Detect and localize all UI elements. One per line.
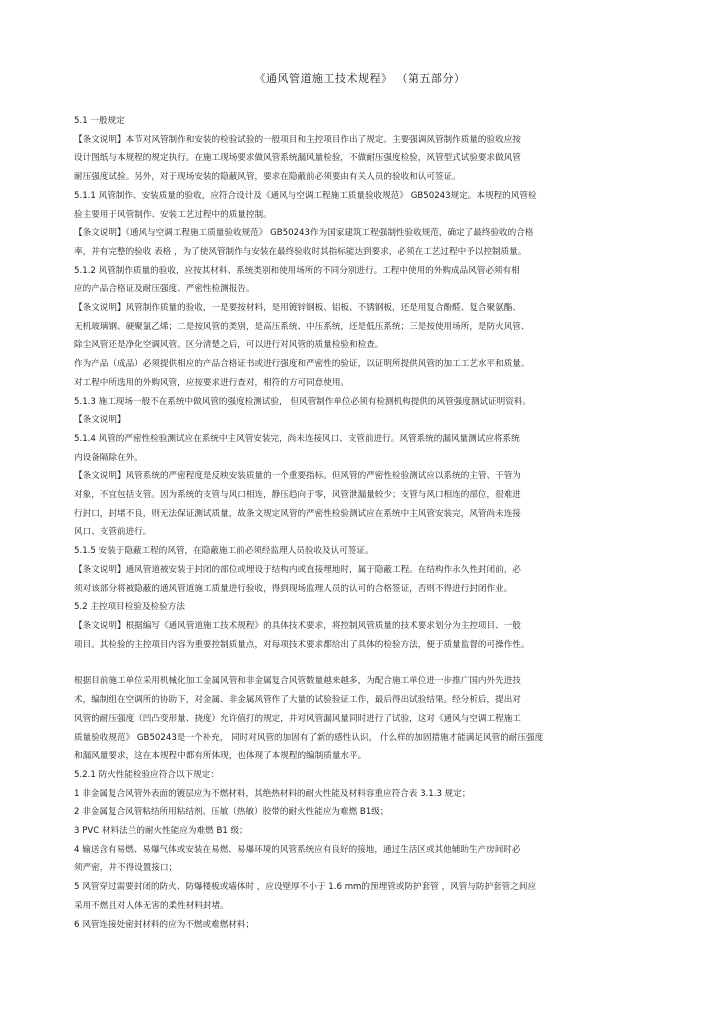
section-5-2-block (74, 672, 676, 934)
text-line: 5.1.4 风管的严密性检验测试应在系统中主风管安装完，尚未连接风口、支管前进行。风管系统的漏风量测试应将系统 (74, 433, 520, 444)
text-line: 术，编制组在空调所的协助下，对金属、非金属风管作了大量的试验验证工作，最后得出试验结果。经分析后，提出对 (74, 695, 521, 706)
document-title: 《通风管道施工技术规程》 （第五部分） (254, 72, 466, 85)
text-line: 5.2.1 防火性能检验应符合以下规定： (74, 769, 219, 780)
text-line: 【条文说明】通风管道被安装于封闭的部位或埋设于结构内或直接埋地时，属于隐蔽工程。在结构作永久性封闭前，必 (74, 564, 521, 575)
paragraph-gap (74, 654, 676, 672)
text-line: 2 非金属复合风管粘结所用粘结剂、压敏（热敏）胶带的耐火性能应为难燃 B1级； (74, 807, 389, 818)
text-line: 无机玻璃钢、硬聚氯乙烯；二是按风管的类别，是高压系统、中压系统，还是低压系统；三是按使用场所，是防火风管、 (74, 321, 530, 332)
text-line: 【条文说明】风管制作质量的验收，一是要按材料，是用镀锌钢板、铝板、不锈钢板，还是用复合酚醛、复合聚氨酯、 (74, 303, 521, 314)
text-line: 3 PVC 材料法兰的耐火性能应为难燃 B1 级； (74, 826, 248, 837)
text-line: 应的产品合格证及耐压强度、严密性检测报告。 (74, 284, 255, 295)
section-5-1-block (74, 112, 676, 654)
text-line: 和漏风量要求，这在本规程中都有所体现，也体现了本规程的编制质量水平。 (74, 751, 367, 762)
text-line: 耐压强度试验。另外，对于现场安装的隐蔽风管，要求在隐蔽前必须要由有关人员的验收和认可签证。 (74, 172, 461, 183)
text-line: 【条文说明】根据编写《通风管道施工技术规程》的具体技术要求，将控制风管质量的技术要求划分为主控项目、一般 (74, 620, 521, 631)
text-line: 行封口，封堵不良，则无法保证测试质量，故条文规定风管的严密性检验测试应在系统中主风管安装完，风管尚未连接 (74, 508, 521, 519)
text-line: 【条文说明】本节对风管制作和安装的检验试验的一般项目和主控项目作出了规定。主要强调风管制作质量的验收应按 (74, 134, 521, 145)
text-line: 验主要用于风管制作、安装工艺过程中的质量控制。 (74, 209, 272, 220)
text-line: 【条文说明】 (74, 415, 126, 426)
text-line: 设计图纸与本规程的规定执行。在施工现场要求做风管系统漏风量检验，不做耐压强度检验，风管型式试验要求做风管 (74, 153, 521, 164)
text-line: 【条文说明】《通风与空调工程施工质量验收规范》 GB50243作为国家建筑工程强制性验收规范，确定了最终验收的合格 (74, 228, 534, 239)
text-line: 5.1.1 风管制作、安装质量的验收，应符合设计及《通风与空调工程施工质量验收规范》 GB50243规定。本规程的风管检 (74, 190, 537, 201)
text-line: 质量验收规范》 GB50243是一个补充， 同时对风管的加固有了新的感性认识， 什么样的加固措施才能满足风管的耐压强度 (74, 732, 544, 743)
text-line: 5.2 主控项目检验及检验方法 (74, 602, 185, 613)
text-line: 对工程中所选用的外购风管，应按要求进行查对，相符的方可同意使用。 (74, 377, 350, 388)
text-line: 5.1 一般规定 (74, 116, 125, 126)
text-line: 项目。其检验的主控项目内容为重要控制质量点，对每项技术要求都给出了具体的检验方法，便于质量监督的可操作性。 (74, 639, 530, 650)
text-line: 根据目前施工单位采用机械化加工金属风管和非金属复合风管数量越来越多，为配合施工单位进一步推广国内外先进技 (74, 676, 521, 687)
text-line: 采用不燃且对人体无害的柔性材料封堵。 (74, 900, 229, 911)
text-line: 对象，不宜包括支管。因为系统的支管与风口相连，静压趋向于零，风管泄漏量较少；支管与风口相连的部位，很难进 (74, 490, 521, 501)
text-line: 5.1.5 安装于隐蔽工程的风管，在隐蔽施工前必须经监理人员验收及认可签证。 (74, 546, 374, 557)
text-line: 内设备隔除在外。 (74, 452, 143, 463)
text-line: 4 输送含有易燃、易爆气体或安装在易燃、易爆环境的风管系统应有良好的接地，通过生活区或其他辅助生产房间时必 (74, 844, 521, 855)
text-line: 须对该部分将被隐蔽的通风管道施工质量进行验收，得到现场监理人员的认可的合格签证，否则不得进行封闭作业。 (74, 583, 513, 594)
text-line: 5.1.2 风管制作质量的验收，应按其材料、系统类别和使用场所的不同分别进行。工程中使用的外购成品风管必须有相 (74, 265, 520, 276)
text-line: 作为产品（成品）必须提供相应的产品合格证书或进行强度和严密性的验证，以证明所提供风管的加工工艺水平和质量。 (74, 359, 530, 370)
text-line: 须严密，并不得设置接口； (74, 863, 178, 874)
text-line: 【条文说明】风管系统的严密程度是反映安装质量的一个重要指标。但风管的严密性检验测试应以系统的主管、干管为 (74, 471, 521, 482)
text-line: 除尘风管还是净化空调风管。区分清楚之后，可以进行对风管的质量检验和检查。 (74, 340, 384, 351)
text-line: 风管的耐压强度（凹凸变形量、挠度）允许值打的规定，并对风管漏风量同时进行了试验，这对《通风与空调工程施工 (74, 713, 521, 724)
text-line: 风口、支管前进行。 (74, 527, 152, 538)
text-line: 率，并有完整的验收 表格 ，为了使风管制作与安装在最终验收时其指标能达到要求，必须在工艺过程中予以控制质量。 (74, 246, 527, 257)
text-line: 5 风管穿过需要封闭的防火、防爆楼板或墙体时 ，应设壁厚不小于 1.6 mm的预埋管或防护套管 ，风管与防护套管之间应 (74, 882, 537, 893)
text-line: 6 风管连接处密封材料的应为不燃或难燃材料； (74, 919, 255, 930)
text-line: 1 非金属复合风管外表面的镀层应为不燃材料，其绝热材料的耐火性能及材料容重应符合表 3.1.3 规定； (74, 788, 471, 799)
text-line: 5.1.3 施工现场一般不在系统中做风管的强度检测试验， 但风管制作单位必须有检测机构提供的风管强度测试证明资料。 (74, 396, 532, 407)
